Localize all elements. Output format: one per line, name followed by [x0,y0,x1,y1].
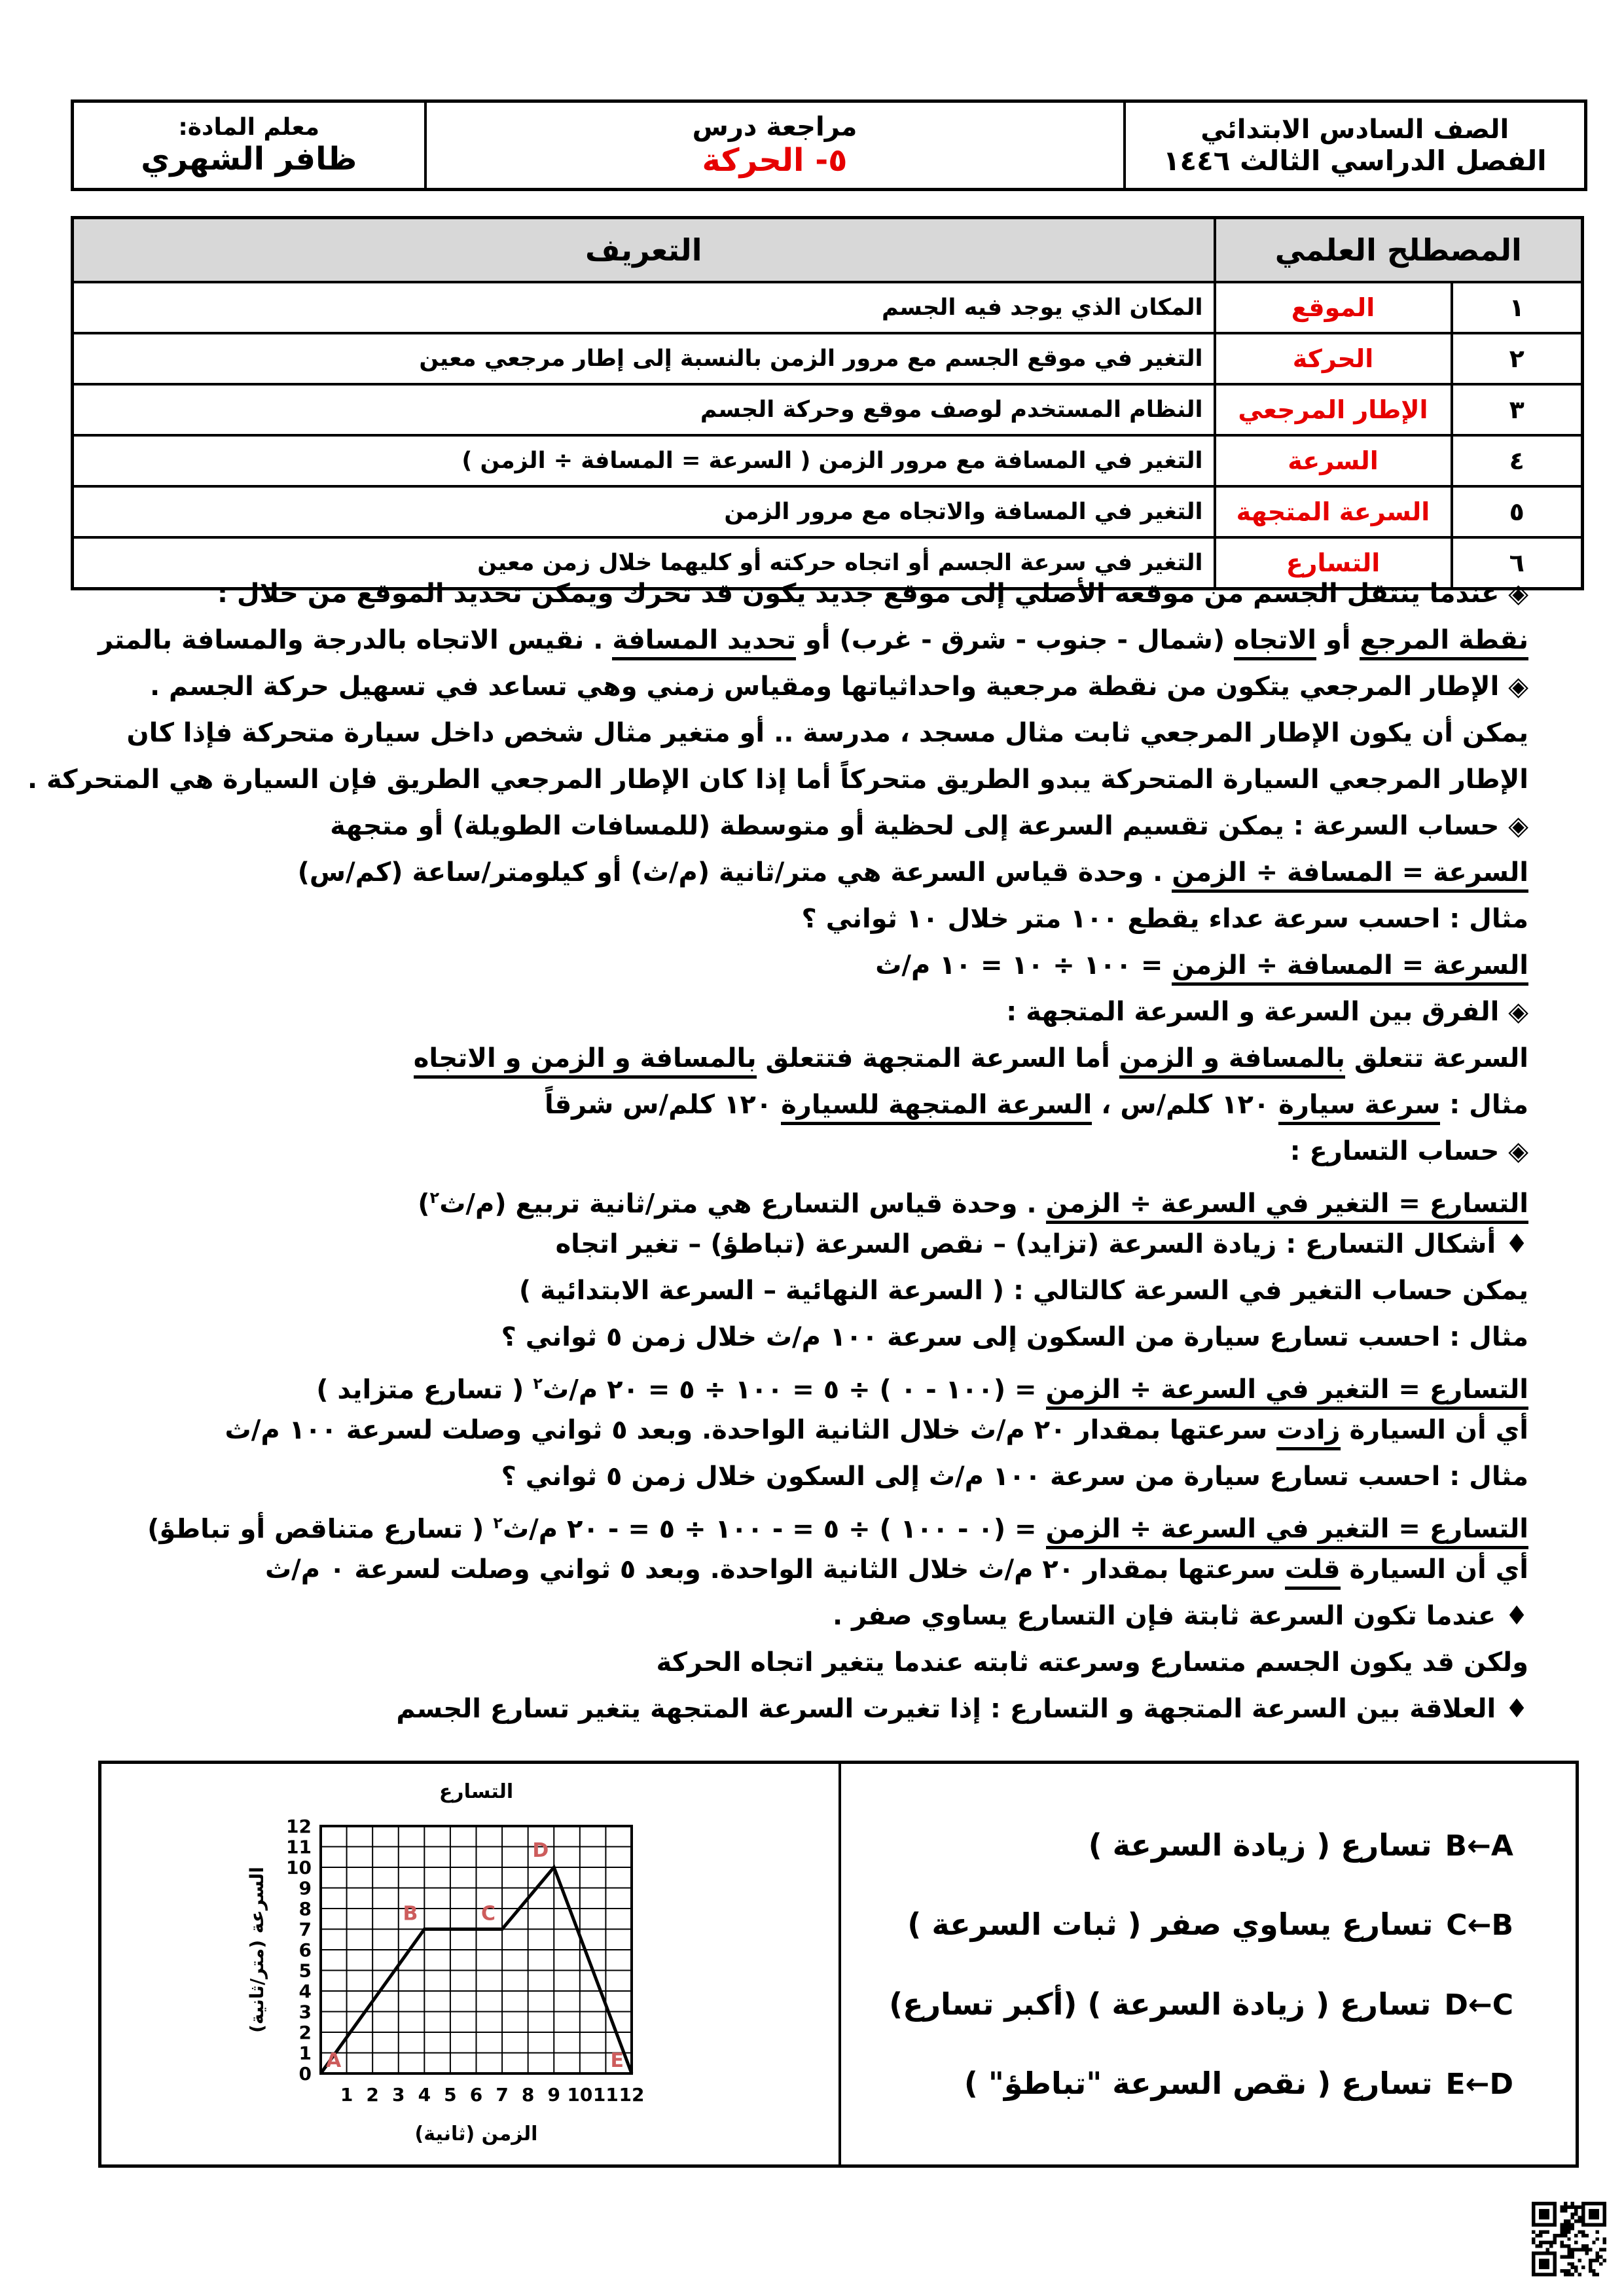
svg-text:D: D [532,1839,549,1862]
body-line: ♦ العلاقة بين السرعة المتجهة و التسارع : إذا تغيرت السرعة المتجهة يتغير تسارع الجسم [396,1694,1528,1724]
term-definition: النظام المستخدم لوصف موقع وحركة الجسم [73,384,1215,435]
body-line: التسارع = التغير في السرعة ÷ الزمن . وحدة قياس التسارع هي متر/ثانية تربيع (م/ث$^٢$) [72,1175,1528,1221]
grade-title: الصف السادس الابتدائي [1200,114,1509,145]
term-definition: التغير في المسافة مع مرور الزمن ( السرعة = المسافة ÷ الزمن ) [73,435,1215,486]
term-name: الموقع [1215,282,1452,333]
svg-text:C: C [481,1902,496,1926]
term-definition: التغير في سرعة الجسم أو اتجاه حركته أو كليهما خلال زمن معين [73,537,1215,589]
terms-header-term: المصطلح العلمي [1215,218,1583,283]
table-row [73,435,1583,486]
term-definition: المكان الذي يوجد فيه الجسم [73,282,1215,333]
header-table [71,99,1587,191]
qr-code [1532,2202,1606,2276]
svg-text:4: 4 [298,1981,312,2002]
body-line: مثال : احسب تسارع سيارة من السكون إلى سرعة ١٠٠ م/ث خلال زمن ٥ ثواني ؟ [501,1322,1528,1352]
table-row [73,384,1583,435]
segment-description: تسارع ( نقص السرعة "تباطؤ" ) [964,2065,1433,2101]
body-line: التسارع = التغير في السرعة ÷ الزمن = (١٠٠ - ٠ ) ÷ ٥ = ١٠٠ ÷ ٥ = ٢٠ م/ث$^٢$ ( تسارع متزايد ) [72,1361,1528,1407]
body-line: أي أن السيارة زادت سرعتها بمقدار ٢٠ م/ث خلال الثانية الواحدة. وبعد ٥ ثواني وصلت لسرعة ١٠٠ م/ث [72,1407,1528,1454]
svg-text:2: 2 [298,2022,312,2043]
svg-text:10: 10 [286,1857,312,1878]
header-lesson [425,101,1125,190]
table-row [73,282,1583,333]
svg-text:8: 8 [298,1898,312,1920]
segment-arrow-label: C←B [1446,1909,1513,1943]
terms-header-row [73,218,1583,283]
svg-text:8: 8 [521,2084,535,2106]
body-line: السرعة = المسافة ÷ الزمن . وحدة قياس السرعة هي متر/ثانية (م/ث) أو كيلومتر/ساعة (كم/س) [72,850,1528,896]
svg-text:9: 9 [298,1877,312,1899]
teacher-label: معلم المادة: [178,113,320,141]
body-line: الإطار المرجعي السيارة المتحركة يبدو الطريق متحركاً أما إذا كان الإطار المرجعي الطريق فإن السيارة هي المتحركة . [27,764,1528,795]
svg-text:B: B [403,1902,418,1926]
body-line: ◈ حساب السرعة : يمكن تقسيم السرعة إلى لحظية أو متوسطة (للمسافات الطويلة) أو متجهة [330,811,1528,841]
body-line: ◈ حساب التسارع : [1290,1136,1528,1166]
terms-table [71,216,1584,590]
segment-description: تسارع ( زيادة السرعة ) (أكبر تسارع) [889,1986,1432,2022]
segment-description: تسارع يساوي صفر ( ثبات السرعة ) [907,1907,1434,1943]
svg-text:7: 7 [496,2084,509,2106]
svg-text:0: 0 [298,2063,312,2085]
lesson-title: ٥- الحركة [702,142,848,179]
body-line: مثال : سرعة سيارة ١٢٠ كلم/س ، السرعة المتجهة للسيارة ١٢٠ كلم/س شرقاً [72,1082,1528,1128]
term-name: السرعة المتجهة [1215,486,1452,537]
svg-text:12: 12 [286,1816,312,1837]
svg-text:10: 10 [567,2084,593,2106]
header-teacher [73,101,425,190]
svg-text:A: A [326,2049,342,2072]
body-line: يمكن أن يكون الإطار المرجعي ثابت مثال مسجد ، مدرسة .. أو متغير مثال شخص داخل سيارة متحركة فإذا كان [126,718,1528,748]
graph-relations [841,1764,1576,2164]
svg-text:11: 11 [592,2084,619,2106]
graph-section [98,1761,1579,2168]
semester-title: الفصل الدراسي الثالث ١٤٤٦ [1163,144,1547,177]
svg-text:السرعة (متر/ثانية): السرعة (متر/ثانية) [246,1867,268,2033]
teacher-name: ظافر الشهري [141,140,357,177]
term-definition: التغير في موقع الجسم مع مرور الزمن بالنسبة إلى إطار مرجعي معين [73,333,1215,384]
speed-time-chart [101,1764,835,2158]
term-number: ٦ [1452,537,1583,589]
svg-text:التسارع: التسارع [439,1780,514,1803]
svg-text:7: 7 [298,1918,312,1941]
table-row [73,486,1583,537]
svg-text:6: 6 [298,1939,312,1961]
svg-text:E: E [610,2049,624,2072]
graph-relation-line [854,1827,1513,1863]
terms-header-definition: التعريف [73,218,1215,283]
table-row [73,333,1583,384]
body-line: يمكن حساب التغير في السرعة كالتالي : ( السرعة النهائية – السرعة الابتدائية ) [518,1276,1528,1306]
graph-relation-line [854,1986,1513,2022]
body-line: ◈ الفرق بين السرعة و السرعة المتجهة : [1006,997,1528,1027]
body-line: السرعة = المسافة ÷ الزمن = ١٠٠ ÷ ١٠ = ١٠ م/ث [72,942,1528,989]
header-class-info [1125,101,1586,190]
body-line: السرعة تتعلق بالمسافة و الزمن أما السرعة المتجهة فتتعلق بالمسافة و الزمن و الاتجاه [72,1035,1528,1082]
term-definition: التغير في المسافة والاتجاه مع مرور الزمن [73,486,1215,537]
svg-text:5: 5 [298,1960,312,1982]
segment-arrow-label: E←D [1445,2067,1513,2101]
term-number: ٤ [1452,435,1583,486]
body-line: ♦ أشكال التسارع : زيادة السرعة (تزايد) – نقص السرعة (تباطؤ) – تغير اتجاه [555,1229,1528,1259]
body-line: التسارع = التغير في السرعة ÷ الزمن = (٠ - ١٠٠ ) ÷ ٥ = - ١٠٠ ÷ ٥ = - ٢٠ م/ث$^٢$ ( تسارع متناقص أو تباطؤ) [72,1500,1528,1547]
svg-text:4: 4 [418,2084,431,2106]
graph-relation-line [854,1907,1513,1942]
term-name: السرعة [1215,435,1452,486]
svg-text:2: 2 [366,2084,379,2106]
body-line: نقطة المرجع أو الاتجاه (شمال - جنوب - شرق - غرب) أو تحديد المسافة . نقيس الاتجاه بالدرجة والمسافة بالمتر [72,617,1528,664]
term-number: ٥ [1452,486,1583,537]
svg-text:الزمن (ثانية): الزمن (ثانية) [414,2123,538,2145]
svg-text:5: 5 [444,2084,457,2106]
body-line: ولكن قد يكون الجسم متسارع وسرعته ثابته عندما يتغير اتجاه الحركة [656,1647,1528,1677]
body-line: ♦ عندما تكون السرعة ثابتة فإن التسارع يساوي صفر . [832,1601,1528,1631]
term-name: التسارع [1215,537,1452,589]
term-number: ٢ [1452,333,1583,384]
term-number: ٣ [1452,384,1583,435]
chart-cell [101,1764,841,2164]
svg-text:9: 9 [547,2084,560,2106]
body-line: أي أن السيارة قلت سرعتها بمقدار ٢٠ م/ث خلال الثانية الواحدة. وبعد ٥ ثواني وصلت لسرعة ٠ م/ث [72,1547,1528,1593]
svg-text:1: 1 [340,2084,353,2106]
svg-text:12: 12 [619,2084,645,2106]
svg-text:3: 3 [392,2084,405,2106]
segment-arrow-label: B←A [1445,1829,1513,1863]
svg-text:11: 11 [286,1836,312,1858]
svg-text:6: 6 [469,2084,483,2106]
graph-relation-line [854,2066,1513,2101]
term-name: الحركة [1215,333,1452,384]
term-number: ١ [1452,282,1583,333]
body-line: مثال : احسب تسارع سيارة من سرعة ١٠٠ م/ث إلى السكون خلال زمن ٥ ثواني ؟ [501,1462,1528,1492]
svg-text:1: 1 [298,2042,312,2064]
body-text [27,571,1528,1732]
svg-text:3: 3 [298,2001,312,2023]
body-line: مثال : احسب سرعة عداء يقطع ١٠٠ متر خلال ١٠ ثواني ؟ [801,904,1528,934]
body-line: ◈ الإطار المرجعي يتكون من نقطة مرجعية واحداثياتها ومقياس زمني وهي تساعد في تسهيل حركة الجسم . [149,672,1528,702]
lesson-review-label: مراجعة درس [692,112,857,142]
segment-description: تسارع ( زيادة السرعة ) [1088,1827,1432,1863]
segment-arrow-label: D←C [1444,1988,1513,2022]
term-name: الإطار المرجعي [1215,384,1452,435]
body-line: ◈ عندما ينتقل الجسم من موقعة الأصلي إلى موقع جديد يكون قد تحرك ويمكن تحديد الموقع من خلال : [217,579,1528,609]
terms-rows [73,282,1583,589]
